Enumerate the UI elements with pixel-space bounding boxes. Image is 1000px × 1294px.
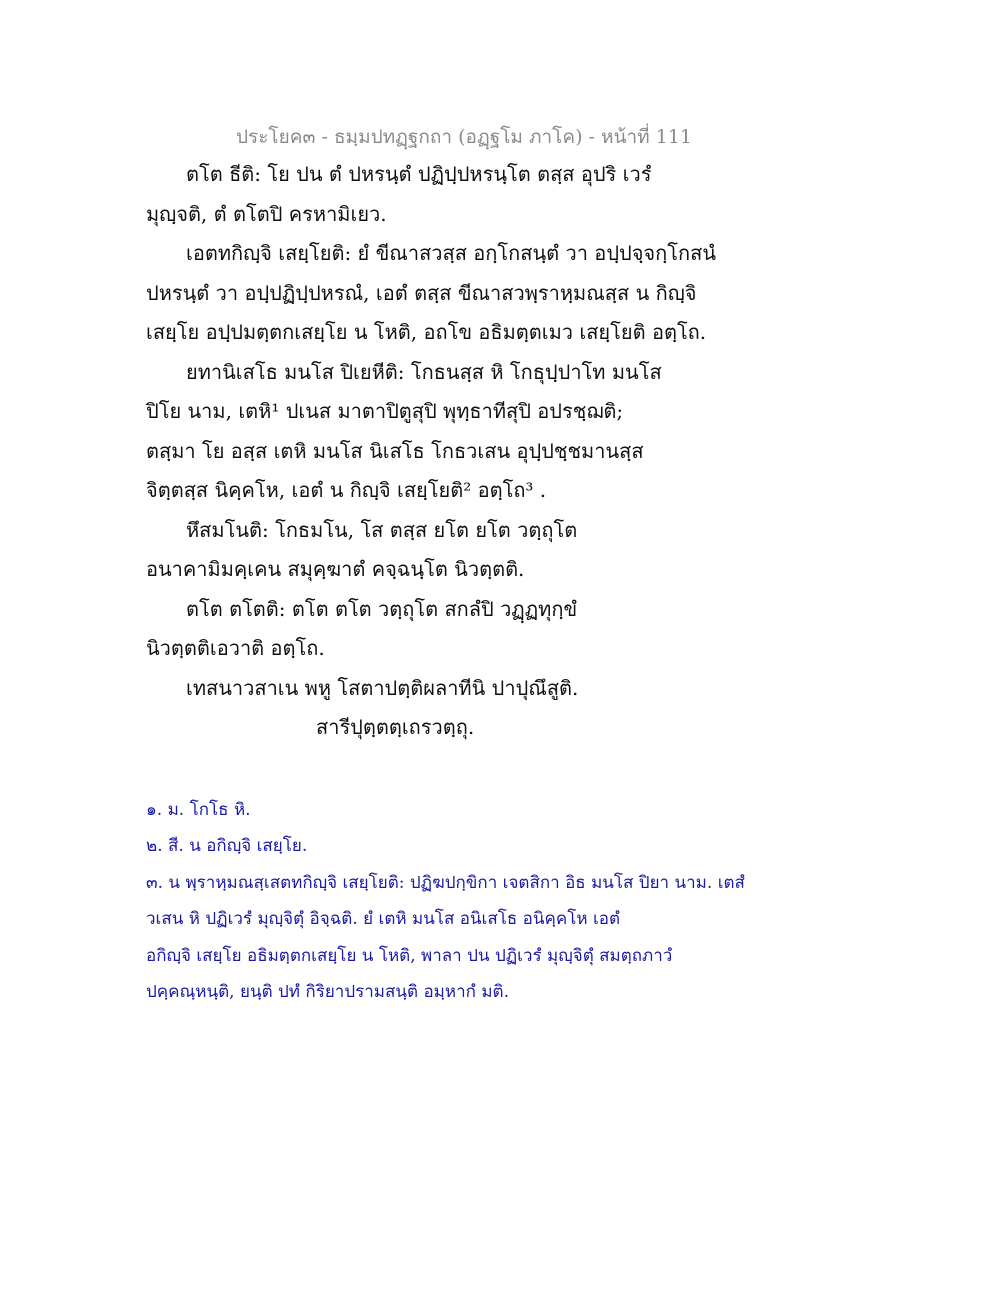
main-text (146, 155, 716, 748)
text-line: นิวตฺตติเอวาติ อตฺโถ. (146, 636, 325, 660)
text-line: ตโต ธีติ: โย ปน ตํ ปหรนฺตํ ปฏิปฺปหรนฺโต ตสฺส อุปริ เวรํ (186, 162, 652, 186)
footnote-line: อกิญฺจิ เสยฺโย อธิมตฺตกเสยฺโย น โหติ, พาลา ปน ปฏิเวรํ มุญฺจิตุํ สมตฺถภาวํ (146, 945, 673, 966)
paragraph-6 (146, 669, 706, 709)
text-line: เสยฺโย อปฺปมตฺตกเสยฺโย น โหติ, อถโข อธิมตฺตเมว เสยฺโยติ อตฺโถ. (146, 320, 707, 344)
paragraph-1 (146, 155, 706, 234)
paragraph-3 (146, 353, 706, 511)
text-line: หึสมโนติ: โกธมโน, โส ตสฺส ยโต ยโต วตฺถุโต (186, 517, 578, 542)
paragraph-5 (146, 590, 706, 669)
text-line: ตสฺมา โย อสฺส เตหิ มนโส นิเสโธ โกธวเสน อุปฺปชฺชมานสฺส (146, 438, 644, 463)
paragraph-4 (146, 511, 706, 590)
page-header: ประโยค๓ - ธมฺมปทฏฺฐกถา (อฏฺฐโม ภาโค) - หน้าที่ 111 (235, 126, 692, 148)
text-line: ตโต ตโตติ: ตโต ตโต วตฺถุโต สกลํปิ วฏฺฏทุกฺขํ (186, 596, 578, 621)
text-line: จิตฺตสฺส นิคฺคโห, เอตํ น กิญฺจิ เสยฺโยติ² อตฺโถ³ . (146, 478, 547, 502)
text-line: ยทานิเสโธ มนโส ปิเยหีติ: โกธนสฺส หิ โกธุปฺปาโท มนโส (186, 359, 662, 384)
text-line: เทสนาวสาเน พหู โสตาปตฺติผลาทีนิ ปาปุณึสูติ. (186, 675, 579, 700)
footnote-line: ปคฺคณฺหนฺติ, ยนฺติ ปทํ กิริยาปรามสนฺติ อมฺหากํ มติ. (146, 981, 509, 1002)
text-line: ปิโย นาม, เตหิ¹ ปเนส มาตาปิตูสุปิ พุทฺธาทีสุปิ อปรชฺฌติ; (146, 399, 624, 423)
text-line: ปหรนฺตํ วา อปฺปฏิปฺปหรณํ, เอตํ ตสฺส ขีณาสวพฺราหฺมณสฺส น กิญฺจิ (146, 280, 697, 305)
footnote-line: ๒. สี. น อกิญฺจิ เสยฺโย. (146, 836, 308, 857)
text-line: มุญฺจติ, ตํ ตโตปิ ครหามิเยว. (146, 201, 387, 226)
footnote-line: วเสน หิ ปฏิเวรํ มุญฺจิตุํ อิจฺฉติ. ยํ เตหิ มนโส อนิเสโธ อนิคฺคโห เอตํ (146, 909, 621, 930)
text-line: อนาคามิมคฺเคน สมุคฺฆาตํ คจฺฉนฺโต นิวตฺตติ. (146, 557, 525, 581)
paragraph-2 (146, 234, 716, 353)
closing-title: สารีปุตฺตตฺเถรวตฺถุ. (316, 715, 475, 739)
footnote-line: ๓. น พฺราหฺมณสฺเสตทกิญฺจิ เสยฺโยติ: ปฏิฆปกฺขิกา เจตสิกา อิธ มนโส ปิยา นาม. เตสํ (146, 872, 745, 893)
footnotes (146, 792, 766, 1010)
footnote-line: ๑. ม. โกโธ หิ. (146, 800, 251, 820)
text-line: เอตทกิญฺจิ เสยฺโยติ: ยํ ขีณาสวสฺส อกฺโกสนฺตํ วา อปฺปจฺจกฺโกสนํ (186, 241, 716, 265)
